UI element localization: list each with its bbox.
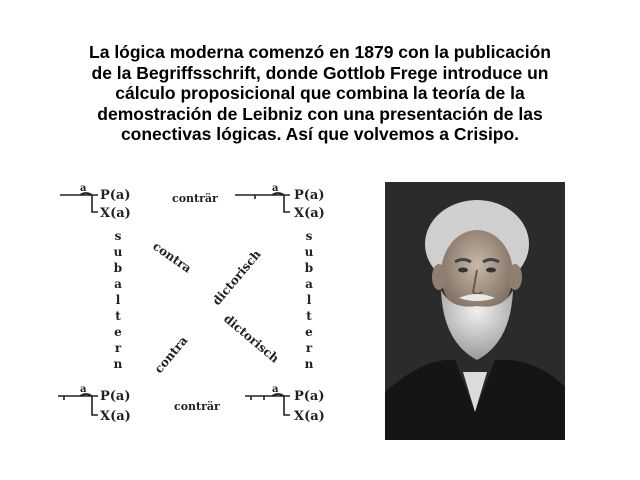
contrar-label-bottom: conträr — [174, 400, 220, 413]
corner-bottom-left — [58, 384, 131, 424]
corner-variable: a — [272, 384, 279, 395]
corner-top-right — [235, 183, 325, 221]
corner-variable: a — [80, 384, 87, 395]
contrar-label-top: conträr — [172, 192, 218, 205]
corner-formula-p: P(a) — [100, 188, 131, 203]
contra-label-upper: contra — [150, 238, 195, 276]
corner-variable: a — [80, 183, 87, 194]
corner-formula-x: X(a) — [100, 409, 131, 424]
diagram-svg — [50, 178, 360, 443]
eye — [486, 268, 496, 273]
corner-variable: a — [272, 183, 279, 194]
corner-formula-p: P(a) — [294, 188, 325, 203]
dictorisch-label-upper: dictorisch — [209, 247, 264, 308]
corner-formula-x: X(a) — [294, 409, 325, 424]
contra-label-lower: contra — [151, 333, 191, 376]
subaltern-label-left: s u b a l t e r n — [113, 229, 123, 371]
eye — [458, 268, 468, 273]
title-line: cálculo proposicional que combina la teoría de la — [115, 83, 525, 103]
square-of-opposition-diagram — [50, 178, 360, 443]
slide-title — [40, 42, 600, 145]
corner-formula-p: P(a) — [294, 389, 325, 404]
title-line: demostración de Leibniz con una presentación de las — [97, 103, 543, 124]
corner-formula-x: X(a) — [294, 206, 325, 221]
corner-formula-x: X(a) — [100, 206, 131, 221]
subaltern-label-right: s u b a l t e r n — [304, 229, 314, 371]
corner-formula-p: P(a) — [100, 389, 131, 404]
title-line: de la Begriffsschrift, donde Gottlob Frege introduce un — [91, 62, 549, 83]
ear — [432, 264, 446, 290]
dictorisch-label-lower: dictorisch — [221, 311, 282, 366]
ear — [508, 264, 522, 290]
title-line: conectivas lógicas. Así que volvemos a Crisipo. — [120, 124, 520, 144]
portrait-photo — [385, 182, 565, 440]
corner-bottom-right — [245, 384, 325, 424]
corner-top-left — [60, 183, 131, 221]
portrait-svg — [385, 182, 565, 440]
title-line: La lógica moderna comenzó en 1879 con la publicación — [89, 42, 551, 62]
